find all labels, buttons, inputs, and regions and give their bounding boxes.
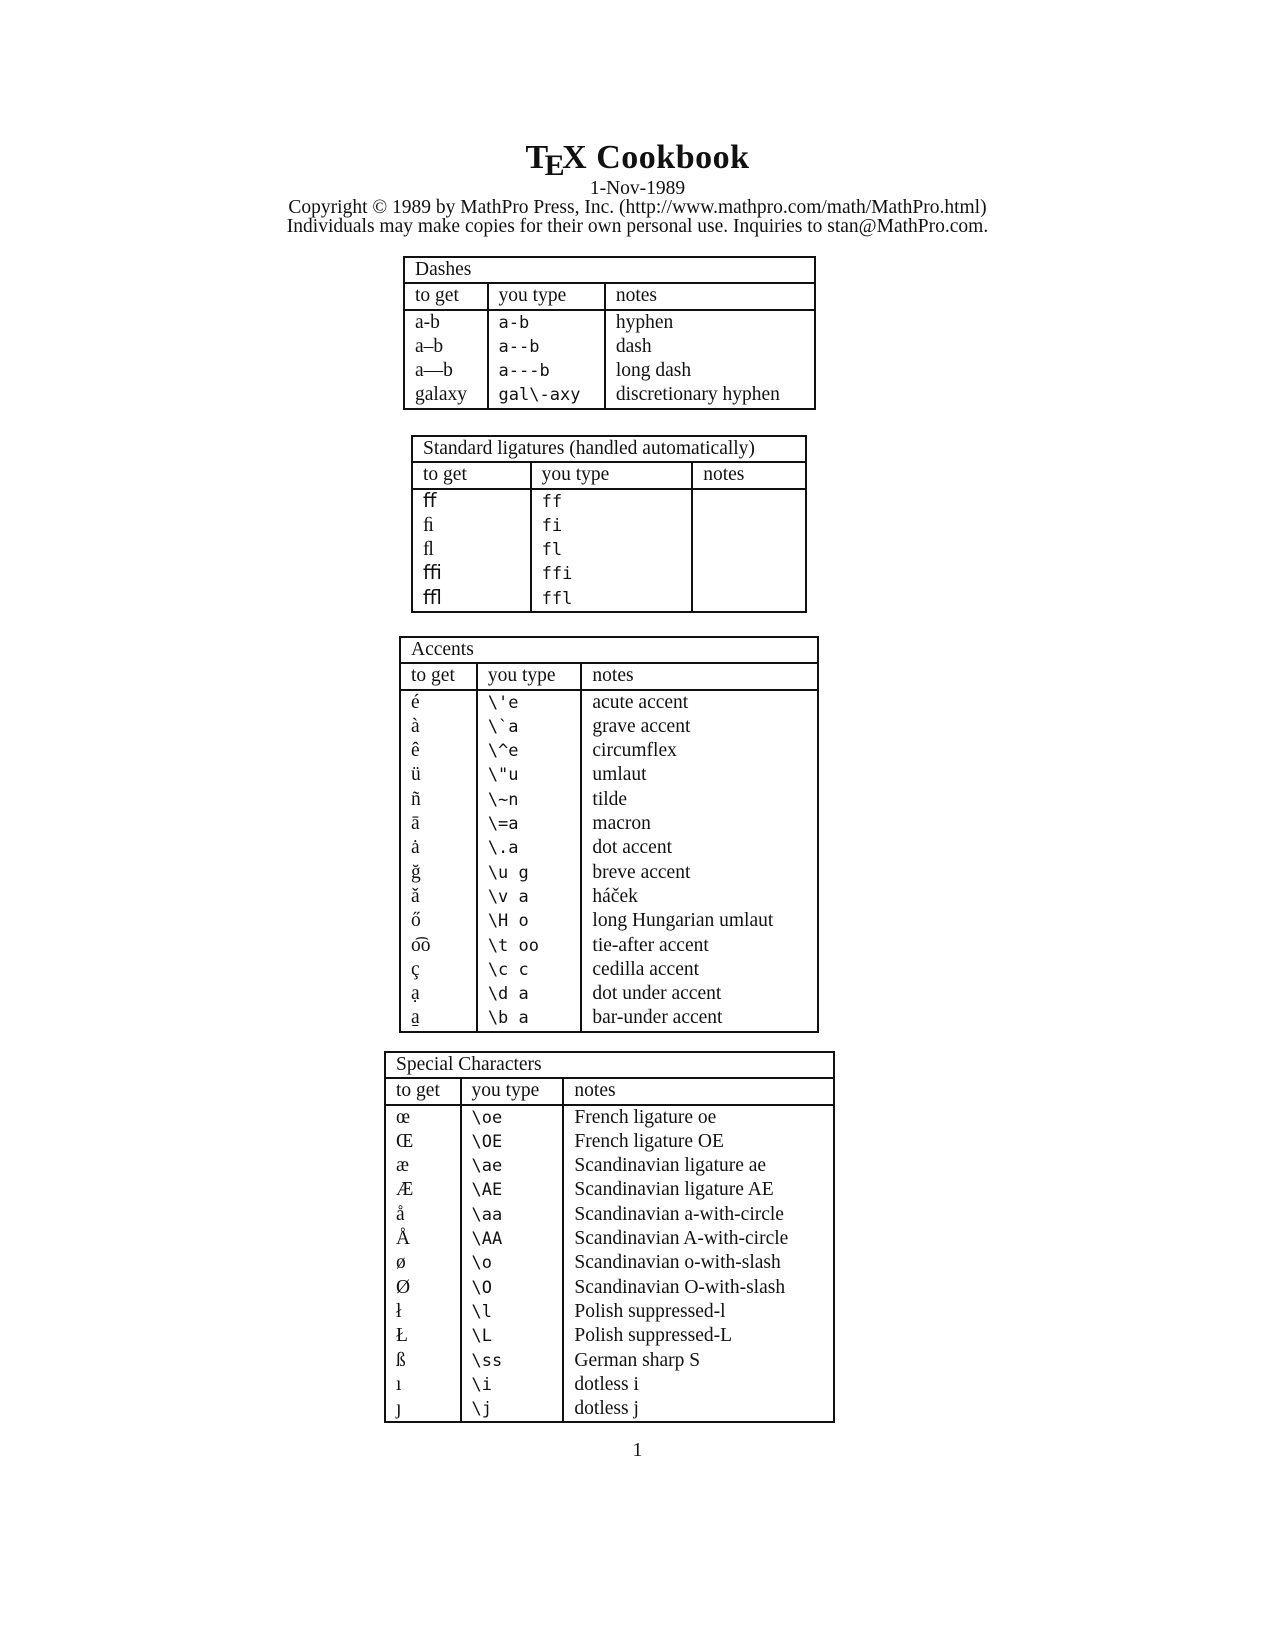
notes-cell: acute accent bbox=[592, 691, 689, 713]
table-row bbox=[385, 1130, 834, 1154]
table-row bbox=[400, 885, 818, 909]
table-row bbox=[412, 514, 806, 538]
to-get-cell: ç bbox=[400, 958, 477, 982]
to-get-cell: ﬀ bbox=[412, 489, 531, 514]
you-type-cell: \AA bbox=[461, 1227, 564, 1251]
you-type-cell: \i bbox=[461, 1373, 564, 1397]
to-get-cell: Ł bbox=[385, 1324, 461, 1348]
notes-cell: bar-under accent bbox=[592, 1007, 723, 1029]
page-header bbox=[0, 138, 1275, 236]
to-get-cell: ā bbox=[400, 812, 477, 836]
notes-cell: dotless i bbox=[574, 1373, 639, 1395]
you-type-cell: \t oo bbox=[477, 934, 582, 958]
you-type-cell: a--b bbox=[488, 335, 605, 359]
notes-cell: French ligature OE bbox=[574, 1130, 724, 1152]
column-header: you type bbox=[461, 1078, 564, 1104]
table-caption: Accents bbox=[400, 637, 818, 663]
table-row bbox=[385, 1178, 834, 1202]
to-get-cell: ǎ bbox=[400, 885, 477, 909]
table-caption: Standard ligatures (handled automatically) bbox=[412, 436, 806, 462]
you-type-cell: \"u bbox=[477, 763, 582, 787]
table-row bbox=[404, 383, 815, 408]
table-caption: Dashes bbox=[404, 257, 815, 283]
notes-cell: circumflex bbox=[592, 740, 677, 762]
to-get-cell: a̱ bbox=[400, 1006, 477, 1031]
table-row bbox=[412, 587, 806, 612]
you-type-cell: \j bbox=[461, 1397, 564, 1422]
notes-cell: tilde bbox=[592, 788, 628, 810]
table-row bbox=[404, 335, 815, 359]
to-get-cell: ȷ bbox=[385, 1397, 461, 1422]
column-header: notes bbox=[581, 663, 818, 689]
notes-cell: hyphen bbox=[615, 311, 674, 333]
you-type-cell: \AE bbox=[461, 1178, 564, 1202]
special-characters-table bbox=[384, 1051, 835, 1423]
license-line: Individuals may make copies for their own personal use. Inquiries to stan@MathPro.com. bbox=[286, 216, 989, 237]
notes-cell: grave accent bbox=[592, 715, 691, 737]
you-type-cell: \ss bbox=[461, 1349, 564, 1373]
you-type-cell: \H o bbox=[477, 909, 582, 933]
table-row bbox=[385, 1154, 834, 1178]
table-row bbox=[400, 690, 818, 715]
table-header-row bbox=[385, 1078, 834, 1104]
table-row bbox=[385, 1203, 834, 1227]
you-type-cell: a---b bbox=[488, 359, 605, 383]
table-caption-row bbox=[404, 257, 815, 283]
to-get-cell: a–b bbox=[404, 335, 488, 359]
notes-cell: Polish suppressed-l bbox=[574, 1300, 726, 1322]
notes-cell: Scandinavian ligature ae bbox=[574, 1155, 767, 1177]
to-get-cell: ø bbox=[385, 1251, 461, 1275]
notes-cell: Scandinavian O-with-slash bbox=[574, 1276, 786, 1298]
column-header: you type bbox=[477, 663, 582, 689]
you-type-cell: ffl bbox=[531, 587, 693, 612]
you-type-cell: fi bbox=[531, 514, 693, 538]
you-type-cell: \aa bbox=[461, 1203, 564, 1227]
to-get-cell: a—b bbox=[404, 359, 488, 383]
to-get-cell: å bbox=[385, 1203, 461, 1227]
tex-logo: TEX bbox=[525, 139, 588, 182]
column-header: notes bbox=[692, 462, 806, 488]
notes-cell: breve accent bbox=[592, 861, 691, 883]
notes-cell: French ligature oe bbox=[574, 1106, 717, 1128]
notes-cell bbox=[692, 514, 806, 538]
notes-cell: German sharp S bbox=[574, 1349, 701, 1371]
to-get-cell: ﬃ bbox=[412, 562, 531, 586]
you-type-cell: \^e bbox=[477, 739, 582, 763]
to-get-cell: o͡o bbox=[400, 934, 477, 958]
page-number: 1 bbox=[632, 1440, 643, 1461]
table-row bbox=[385, 1349, 834, 1373]
you-type-cell: \o bbox=[461, 1251, 564, 1275]
to-get-cell: ı bbox=[385, 1373, 461, 1397]
notes-cell: Scandinavian A-with-circle bbox=[574, 1228, 789, 1250]
you-type-cell: \u g bbox=[477, 861, 582, 885]
you-type-cell: \v a bbox=[477, 885, 582, 909]
table-row bbox=[412, 562, 806, 586]
notes-cell bbox=[692, 489, 806, 514]
document-date: 1-Nov-1989 bbox=[589, 178, 686, 199]
to-get-cell: ß bbox=[385, 1349, 461, 1373]
table-row bbox=[385, 1276, 834, 1300]
table-row bbox=[404, 359, 815, 383]
to-get-cell: Å bbox=[385, 1227, 461, 1251]
notes-cell: dot accent bbox=[592, 837, 672, 859]
you-type-cell: \~n bbox=[477, 788, 582, 812]
you-type-cell: \'e bbox=[477, 690, 582, 715]
notes-cell: tie-after accent bbox=[592, 934, 709, 956]
table-row bbox=[385, 1300, 834, 1324]
to-get-cell: ğ bbox=[400, 861, 477, 885]
table-row bbox=[400, 763, 818, 787]
you-type-cell: \.a bbox=[477, 836, 582, 860]
to-get-cell: ạ bbox=[400, 982, 477, 1006]
notes-cell: Scandinavian a-with-circle bbox=[574, 1203, 784, 1225]
table-header-row bbox=[404, 283, 815, 309]
to-get-cell: é bbox=[400, 690, 477, 715]
table-row bbox=[400, 1006, 818, 1031]
column-header: you type bbox=[488, 283, 605, 309]
you-type-cell: \oe bbox=[461, 1105, 564, 1130]
you-type-cell: a-b bbox=[488, 310, 605, 335]
title-word: Cookbook bbox=[596, 139, 750, 176]
to-get-cell: ê bbox=[400, 739, 477, 763]
you-type-cell: \b a bbox=[477, 1006, 582, 1031]
table-row bbox=[400, 715, 818, 739]
to-get-cell: ﬂ bbox=[412, 538, 531, 562]
you-type-cell: \L bbox=[461, 1324, 564, 1348]
table-row bbox=[400, 958, 818, 982]
to-get-cell: a-b bbox=[404, 310, 488, 335]
notes-cell: Scandinavian ligature AE bbox=[574, 1179, 774, 1201]
you-type-cell: gal\-axy bbox=[488, 383, 605, 408]
ligatures-table bbox=[411, 435, 807, 613]
you-type-cell: \c c bbox=[477, 958, 582, 982]
notes-cell: long dash bbox=[615, 360, 692, 382]
to-get-cell: œ bbox=[385, 1105, 461, 1130]
notes-cell: umlaut bbox=[592, 764, 647, 786]
table-row bbox=[385, 1397, 834, 1422]
notes-cell: macron bbox=[592, 813, 651, 835]
you-type-cell: ffi bbox=[531, 562, 693, 586]
you-type-cell: \d a bbox=[477, 982, 582, 1006]
table-header-row bbox=[412, 462, 806, 488]
notes-cell bbox=[692, 562, 806, 586]
accents-table bbox=[399, 636, 819, 1033]
you-type-cell: \=a bbox=[477, 812, 582, 836]
table-caption-row bbox=[400, 637, 818, 663]
notes-cell: dotless j bbox=[574, 1398, 639, 1420]
notes-cell bbox=[692, 538, 806, 562]
table-caption-row bbox=[412, 436, 806, 462]
table-header-row bbox=[400, 663, 818, 689]
table-caption-row bbox=[385, 1052, 834, 1078]
to-get-cell: galaxy bbox=[404, 383, 488, 408]
to-get-cell: à bbox=[400, 715, 477, 739]
table-row bbox=[385, 1227, 834, 1251]
you-type-cell: \ae bbox=[461, 1154, 564, 1178]
table-row bbox=[404, 310, 815, 335]
you-type-cell: \l bbox=[461, 1300, 564, 1324]
you-type-cell: \OE bbox=[461, 1130, 564, 1154]
table-row bbox=[400, 812, 818, 836]
table-row bbox=[400, 909, 818, 933]
notes-cell: háček bbox=[592, 885, 638, 907]
to-get-cell: Æ bbox=[385, 1178, 461, 1202]
you-type-cell: fl bbox=[531, 538, 693, 562]
table-row bbox=[400, 836, 818, 860]
column-header: notes bbox=[605, 283, 815, 309]
you-type-cell: ff bbox=[531, 489, 693, 514]
to-get-cell: ﬁ bbox=[412, 514, 531, 538]
table-row bbox=[400, 934, 818, 958]
notes-cell: Scandinavian o-with-slash bbox=[574, 1252, 781, 1274]
column-header: you type bbox=[531, 462, 693, 488]
table-row bbox=[400, 982, 818, 1006]
column-header: to get bbox=[404, 283, 488, 309]
to-get-cell: ﬄ bbox=[412, 587, 531, 612]
table-row bbox=[400, 788, 818, 812]
column-header: to get bbox=[412, 462, 531, 488]
to-get-cell: ȧ bbox=[400, 836, 477, 860]
notes-cell: discretionary hyphen bbox=[615, 384, 780, 406]
to-get-cell: ł bbox=[385, 1300, 461, 1324]
to-get-cell: ñ bbox=[400, 788, 477, 812]
table-row bbox=[412, 538, 806, 562]
to-get-cell: ő bbox=[400, 909, 477, 933]
table-row bbox=[385, 1373, 834, 1397]
notes-cell: cedilla accent bbox=[592, 958, 700, 980]
table-row bbox=[385, 1105, 834, 1130]
dashes-table bbox=[403, 256, 816, 410]
to-get-cell: Ø bbox=[385, 1276, 461, 1300]
you-type-cell: \`a bbox=[477, 715, 582, 739]
document-title bbox=[0, 138, 1275, 182]
notes-cell bbox=[692, 587, 806, 612]
column-header: notes bbox=[563, 1078, 834, 1104]
to-get-cell: æ bbox=[385, 1154, 461, 1178]
table-row bbox=[385, 1251, 834, 1275]
table-row bbox=[400, 739, 818, 763]
table-row bbox=[412, 489, 806, 514]
table-row bbox=[385, 1324, 834, 1348]
notes-cell: dash bbox=[615, 335, 652, 357]
to-get-cell: ü bbox=[400, 763, 477, 787]
notes-cell: long Hungarian umlaut bbox=[592, 910, 774, 932]
column-header: to get bbox=[400, 663, 477, 689]
table-row bbox=[400, 861, 818, 885]
column-header: to get bbox=[385, 1078, 461, 1104]
to-get-cell: Œ bbox=[385, 1130, 461, 1154]
table-caption: Special Characters bbox=[385, 1052, 834, 1078]
notes-cell: Polish suppressed-L bbox=[574, 1325, 733, 1347]
copyright-line: Copyright © 1989 by MathPro Press, Inc. (http://www.mathpro.com/math/MathPro.html) bbox=[288, 197, 987, 218]
notes-cell: dot under accent bbox=[592, 983, 722, 1005]
you-type-cell: \O bbox=[461, 1276, 564, 1300]
